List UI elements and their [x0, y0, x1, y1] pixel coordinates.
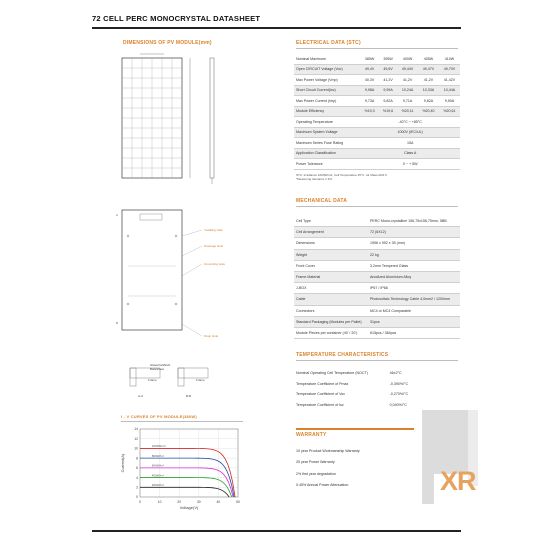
table-cell: %19,6 — [379, 106, 397, 117]
table-cell: 46±2°C — [389, 371, 402, 376]
table-cell: 22 kg — [368, 249, 460, 260]
table-cell: 9,99A — [379, 85, 397, 96]
drain-hole-label: Drain Hole — [204, 334, 219, 338]
row-label: Max Power Voltage (Vmp) — [294, 75, 360, 86]
warranty-heading: WARRANTY — [296, 432, 327, 438]
frame-label-a: Frame — [148, 378, 157, 382]
stc-note: STC: Irradiance 1000W/m2, Cell Temperature 25°C, Air Mass AM1.5 — [296, 173, 387, 177]
mechanical-heading: MECHANICAL DATA — [296, 198, 348, 204]
table-cell: 0 ~ + 5W — [360, 159, 460, 170]
table-row — [294, 260, 460, 271]
electrical-rule — [296, 48, 458, 49]
frame-label-b: Frame — [196, 378, 205, 382]
y-tick-label: 2 — [136, 485, 138, 490]
row-label: Connectors — [294, 305, 368, 316]
column-header: 385W — [360, 54, 378, 64]
table-row — [294, 159, 460, 170]
row-label: J-BOX — [294, 283, 368, 294]
row-label: Power Tolerance — [294, 159, 360, 170]
electrical-heading: ELECTRICAL DATA (STC) — [296, 40, 361, 46]
row-label: Front Cover — [294, 260, 368, 271]
table-cell: Photovoltaic Technology Cable 4,0mm2 / 1200mm — [368, 294, 460, 305]
table-cell: 9,71A — [397, 96, 418, 107]
warranty-item: 25 year Power Warranty — [296, 460, 335, 465]
iv-curves-heading: I - V CURVES OF PV MODULE(380W) — [121, 414, 197, 419]
table-cell: PERC Mono-crystalline 156,75x156,75mm, 5BB — [368, 216, 460, 227]
table-cell: 49,70V — [439, 64, 460, 75]
table-row — [294, 294, 460, 305]
xr-logo-text: XR — [440, 466, 476, 496]
mechanical-table — [294, 216, 460, 339]
table-row — [294, 75, 460, 86]
row-label: Open CIRCUIT Voltage (Voc) — [294, 64, 360, 75]
table-row — [294, 138, 460, 149]
table-cell: 10,24A — [397, 85, 418, 96]
table-row — [294, 238, 460, 249]
table-row — [294, 106, 460, 117]
row-label: Temperature Coefficient of Pmax — [296, 381, 349, 386]
dimensions-heading: DIMENSIONS OF PV MODULE(mm) — [123, 40, 212, 46]
tolerance-note: *Measuring tolerance ± 3% — [296, 177, 332, 181]
x-tick-label: 0 — [139, 500, 141, 504]
table-cell: 49,4V — [360, 64, 378, 75]
glass-cell-eva-label: Glass/Cell/EVA — [150, 363, 171, 367]
table-row — [294, 227, 460, 238]
row-label: Cable — [294, 294, 368, 305]
series-label: 800W/m² — [151, 453, 164, 458]
warranty-item: 10 year Product Workmanship Warranty — [296, 449, 360, 453]
footer-rule — [92, 530, 461, 532]
row-label: Nominal Operating Cell Temperature (NOCT) — [296, 371, 368, 376]
row-label: Dimensions — [294, 238, 368, 249]
table-row — [294, 249, 460, 260]
section-aa-label: A-A — [138, 394, 144, 398]
row-label: Nominal Maximum — [294, 54, 360, 64]
iv-curves-chart — [118, 423, 246, 515]
row-label: Application Classification — [294, 148, 360, 159]
table-cell: 9,98A — [360, 85, 378, 96]
x-tick-label: 40 — [216, 500, 221, 504]
y-tick-label: 6 — [136, 466, 138, 471]
table-row — [294, 64, 460, 75]
svg-text:B: B — [116, 321, 119, 325]
y-tick-label: 10 — [134, 446, 138, 451]
table-cell: 72 (6X12) — [368, 227, 460, 238]
row-label: Module Efficiency — [294, 106, 360, 117]
table-cell: 41,2V — [379, 75, 397, 86]
warranty-item: 0.45% Annual Power Attenuation — [296, 483, 349, 488]
grounding-hole-label: Grounding Hole — [204, 262, 226, 266]
table-cell: IP67 / IP68 — [368, 283, 460, 294]
x-axis-label: Voltage(V) — [179, 505, 199, 510]
series-label: 400W/m² — [151, 473, 164, 478]
mechanical-rule — [296, 206, 458, 207]
warranty-rule — [296, 428, 414, 430]
table-cell: %19,3 — [360, 106, 378, 117]
row-label: Standard Packaging (Modules per Pallet) — [294, 316, 368, 327]
table-cell: Class A — [360, 148, 460, 159]
table-cell: 49,6V — [379, 64, 397, 75]
table-cell: 41,42V — [439, 75, 460, 86]
page-title: 72 CELL PERC MONOCRYSTAL DATASHEET — [92, 14, 261, 23]
table-cell: 49,44V — [397, 64, 418, 75]
y-tick-label: 8 — [136, 456, 138, 461]
backsheet-label: Backsheet — [150, 367, 165, 371]
table-cell: 1000V (IEC/UL) — [360, 127, 460, 138]
row-label: Frame Material — [294, 271, 368, 282]
svg-text:A: A — [116, 213, 119, 217]
table-row — [294, 389, 414, 400]
iv-curves-rule — [121, 421, 243, 422]
temperature-rule — [296, 360, 458, 361]
x-tick-label: 20 — [177, 500, 182, 504]
drainage-hole-label: Drainage Hole — [204, 244, 224, 248]
row-label: Module Pieces per container (40' / 20') — [294, 327, 368, 338]
electrical-table — [294, 54, 460, 170]
warranty-list — [296, 449, 360, 495]
row-label: Max Power Current (Imp) — [294, 96, 360, 107]
table-row — [294, 216, 460, 227]
y-axis-label: Current(A) — [120, 453, 125, 473]
table-row — [294, 368, 414, 379]
table-cell: -0,390%/°C — [389, 381, 409, 386]
table-row — [294, 127, 460, 138]
table-row — [294, 305, 460, 316]
series-line — [140, 487, 229, 497]
table-row — [294, 327, 460, 338]
y-tick-label: 0 — [136, 495, 138, 500]
table-cell: %20,40 — [418, 106, 439, 117]
table-row — [294, 271, 460, 282]
series-label: 200W/m² — [151, 483, 164, 488]
title-rule — [92, 27, 461, 29]
table-row — [294, 54, 460, 64]
table-cell: 40,3V — [360, 75, 378, 86]
table-cell: 9,90A — [439, 96, 460, 107]
table-cell: 41,2V — [397, 75, 418, 86]
table-row — [294, 316, 460, 327]
table-cell: 9,82A — [418, 96, 439, 107]
row-label: Cell Arrangement — [294, 227, 368, 238]
table-row — [294, 283, 460, 294]
table-cell: 10,44A — [439, 85, 460, 96]
column-header: 400W — [397, 54, 418, 64]
series-label: 600W/m² — [151, 463, 164, 468]
table-cell: %20,11 — [397, 106, 418, 117]
table-cell: 3,2mm Tempered Glass — [368, 260, 460, 271]
column-header: 395W — [379, 54, 397, 64]
table-cell: 49,47V — [418, 64, 439, 75]
row-label: Temperature Coefficient of Voc — [296, 392, 346, 397]
y-tick-label: 12 — [134, 436, 138, 441]
table-row — [294, 148, 460, 159]
series-label: 1000W/m² — [151, 444, 166, 449]
row-label: Operating Temperature — [294, 117, 360, 128]
x-tick-label: 10 — [157, 500, 162, 504]
table-cell: 10,33A — [418, 85, 439, 96]
y-tick-label: 14 — [134, 427, 138, 432]
temperature-heading: TEMPERATURE CHARACTERISTICS — [296, 352, 389, 358]
table-cell: -40°C ~ +85°C — [360, 117, 460, 128]
table-cell: 31pcs — [368, 316, 460, 327]
row-label: Maximum System Voltage — [294, 127, 360, 138]
mounting-hole-label: Installing Hole — [204, 228, 223, 232]
table-row — [294, 379, 414, 390]
warranty-item: 2% first year degradation — [296, 471, 336, 476]
row-label: Short Circuit Current(Isc) — [294, 85, 360, 96]
table-cell: 9,82A — [379, 96, 397, 107]
column-header: 410W — [439, 54, 460, 64]
table-row — [294, 85, 460, 96]
table-row — [294, 400, 414, 411]
row-label: Temperature Coefficient of Isc — [296, 403, 344, 408]
table-cell: %20,61 — [439, 106, 460, 117]
table-cell: Anodized Aluminium Alloy — [368, 271, 460, 282]
temperature-table — [294, 368, 414, 410]
table-cell: 41,2V — [418, 75, 439, 86]
module-back-drawing — [118, 206, 238, 336]
row-label: Weight — [294, 249, 368, 260]
x-tick-label: 50 — [236, 500, 240, 504]
table-cell: 0,040%/°C — [389, 403, 407, 408]
y-tick-label: 4 — [136, 475, 138, 480]
table-cell: -0,270%/°C — [389, 392, 409, 397]
table-row — [294, 96, 460, 107]
table-cell: MC4 or MC4 Comparable — [368, 305, 460, 316]
row-label: Maximum Series Fuse Rating — [294, 138, 360, 149]
section-bb-label: B-B — [186, 394, 192, 398]
table-row — [294, 117, 460, 128]
table-cell: 9,73A — [360, 96, 378, 107]
table-cell: 15A — [360, 138, 460, 149]
x-tick-label: 30 — [196, 500, 201, 504]
column-header: 405W — [418, 54, 439, 64]
table-cell: 615pcs / 384pcs — [368, 327, 460, 338]
table-cell: 1956 x 992 x 35 (mm) — [368, 238, 460, 249]
module-front-drawing — [118, 52, 238, 192]
row-label: Cell Type — [294, 216, 368, 227]
